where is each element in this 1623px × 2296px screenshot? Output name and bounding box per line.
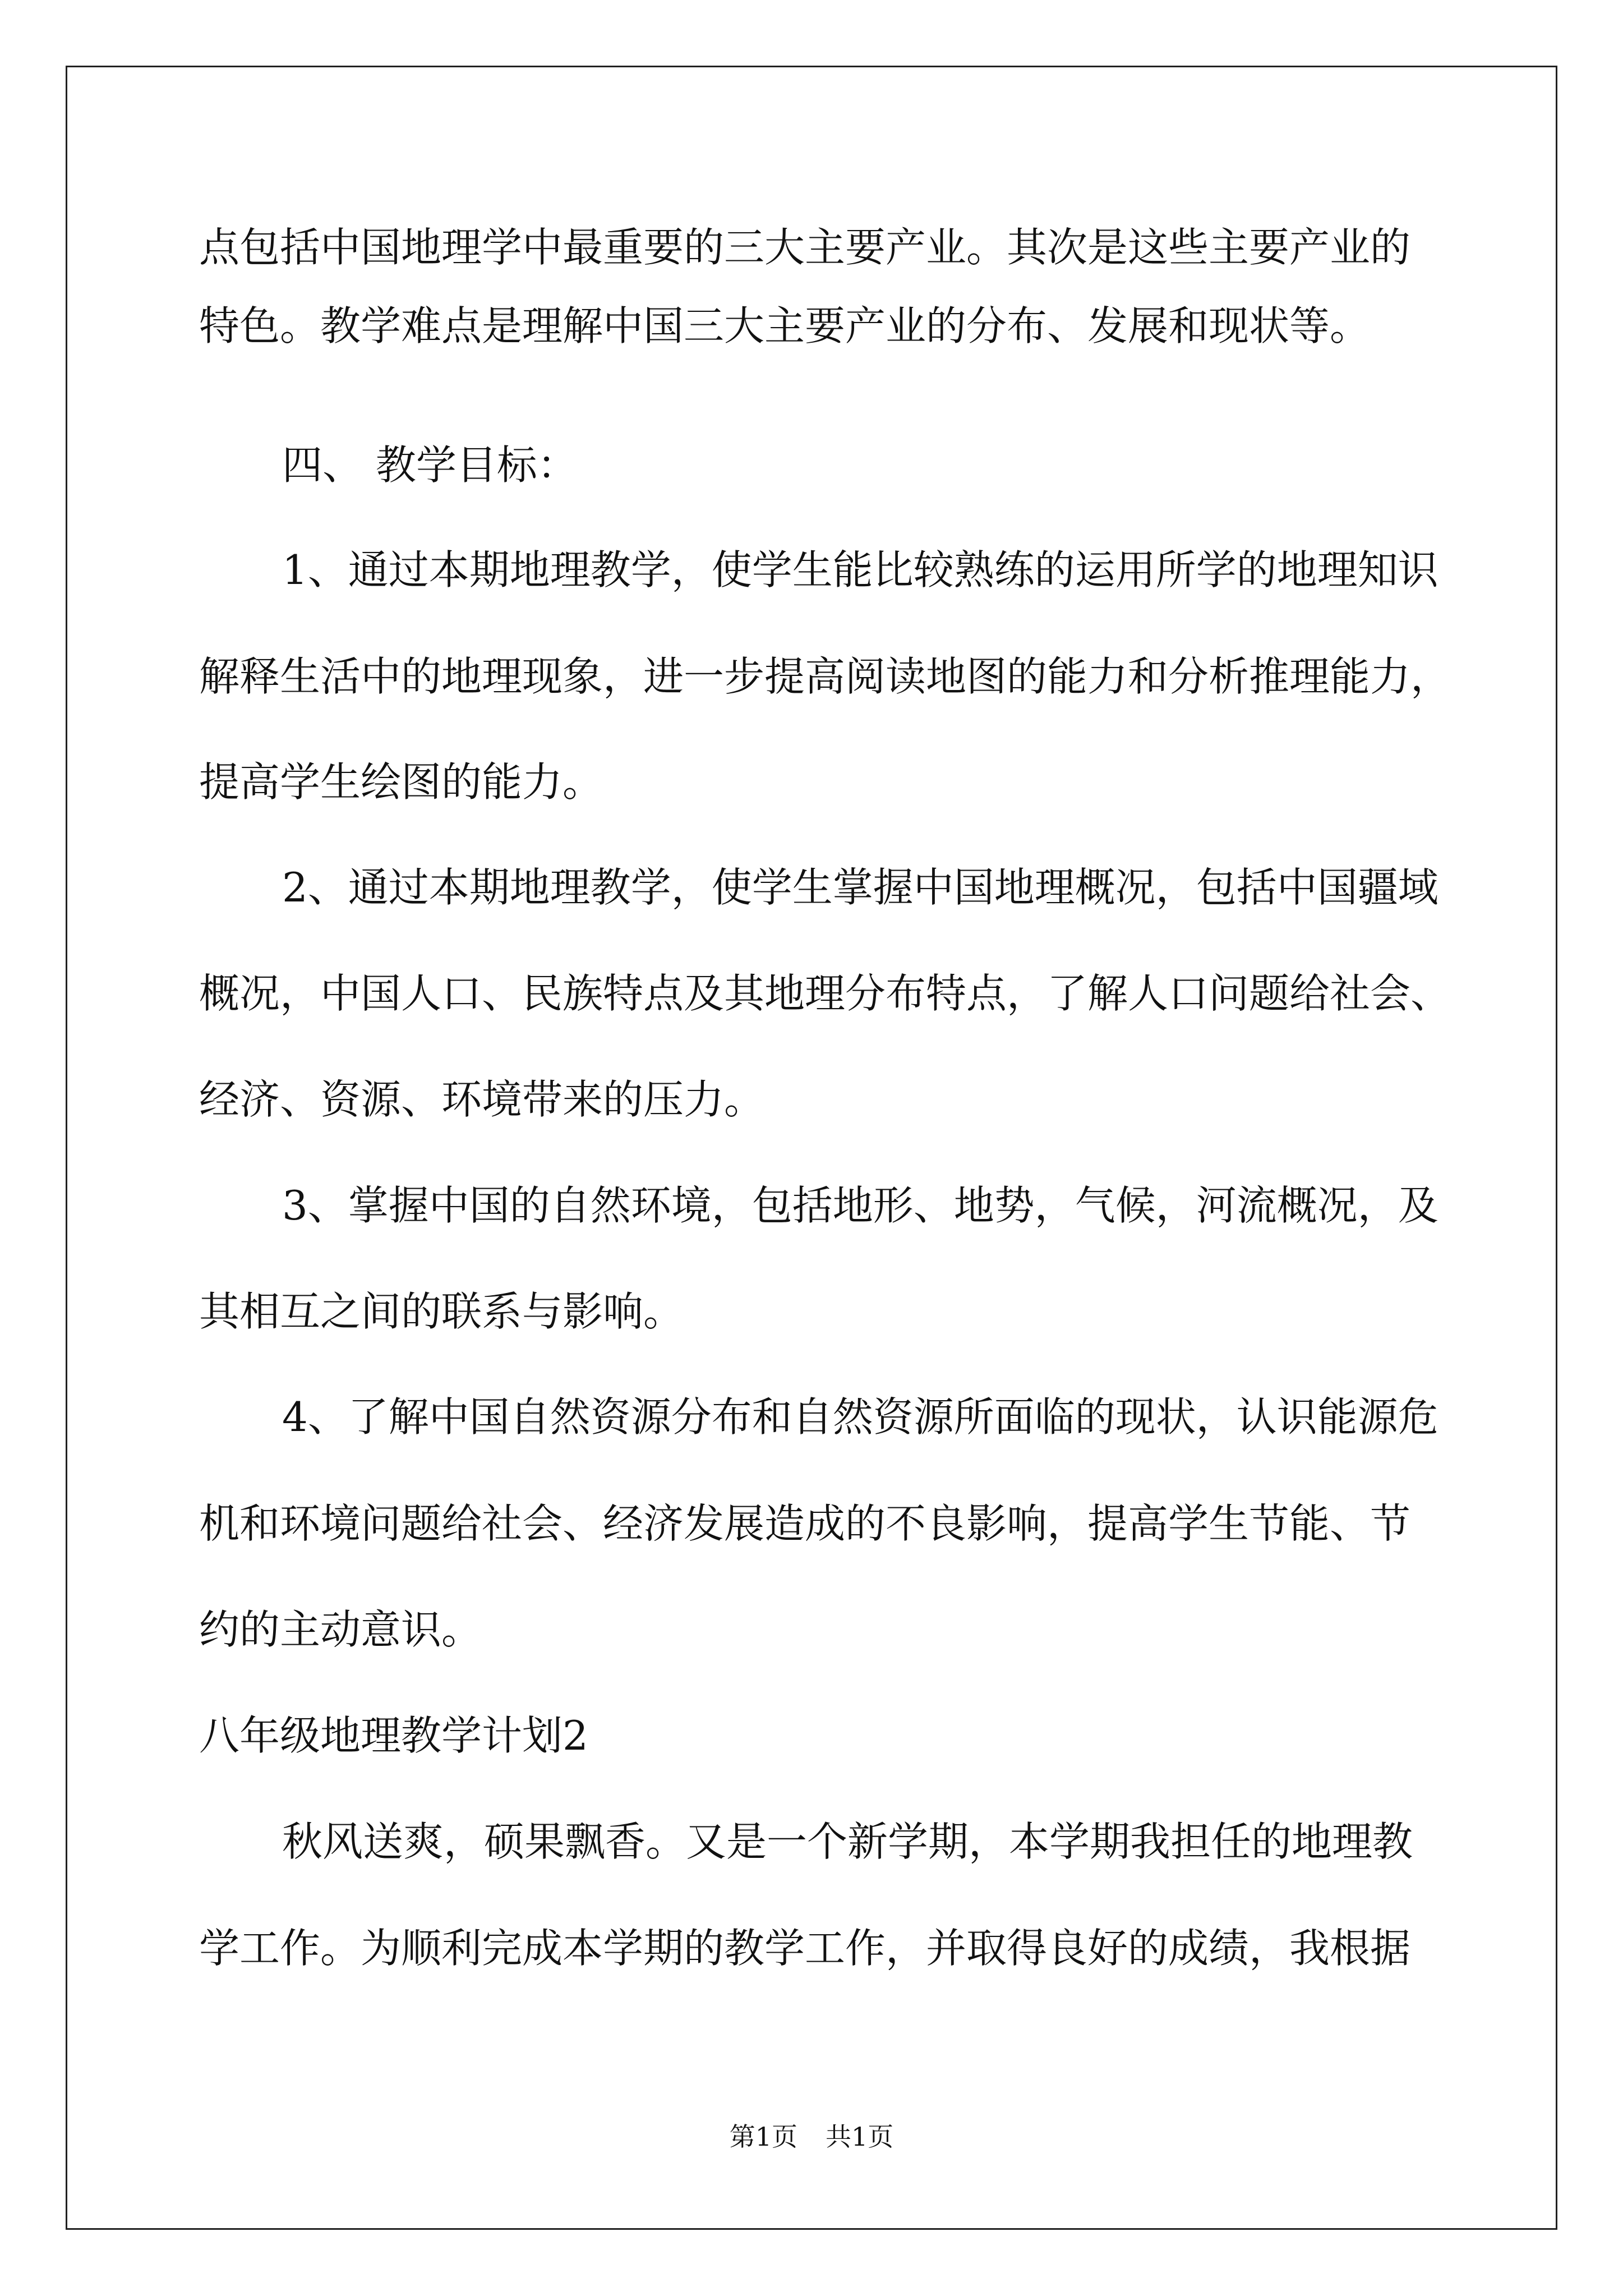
text-line: 1、通过本期地理教学，使学生能比较熟练的运用所学的地理知识	[282, 546, 1438, 593]
text-line: 秋风送爽，硕果飘香。又是一个新学期，本学期我担任的地理教	[282, 1818, 1413, 1865]
text-line: 其相互之间的联系与影响。	[199, 1288, 684, 1335]
text-line: 3、掌握中国的自然环境，包括地形、地势，气候，河流概况，及	[282, 1182, 1438, 1229]
text-line: 学工作。为顺利完成本学期的教学工作，并取得良好的成绩，我根据	[199, 1925, 1411, 1972]
text-line: 经济、资源、环境带来的压力。	[199, 1076, 765, 1123]
text-line: 约的主动意识。	[199, 1606, 482, 1653]
section-heading: 四、 教学目标：	[282, 441, 578, 489]
page-total: 共1页	[826, 2122, 894, 2152]
text-line: 概况，中国人口、民族特点及其地理分布特点，了解人口问题给社会、	[199, 970, 1451, 1017]
page-border	[66, 66, 1557, 2230]
document-heading: 八年级地理教学计划2	[199, 1712, 588, 1759]
text-line: 机和环境问题给社会、经济发展造成的不良影响，提高学生节能、节	[199, 1500, 1411, 1547]
page-number: 第1页	[729, 2122, 797, 2152]
text-line: 4、了解中国自然资源分布和自然资源所面临的现状，认识能源危	[282, 1393, 1438, 1441]
text-line: 特色。教学难点是理解中国三大主要产业的分布、发展和现状等。	[199, 302, 1371, 349]
text-line: 提高学生绘图的能力。	[199, 758, 603, 806]
page-footer	[0, 2124, 1623, 2150]
text-line: 2、通过本期地理教学，使学生掌握中国地理概况，包括中国疆域	[282, 864, 1438, 911]
text-line: 点包括中国地理学中最重要的三大主要产业。其次是这些主要产业的	[199, 224, 1411, 271]
text-line: 解释生活中的地理现象，进一步提高阅读地图的能力和分析推理能力，	[199, 653, 1451, 700]
